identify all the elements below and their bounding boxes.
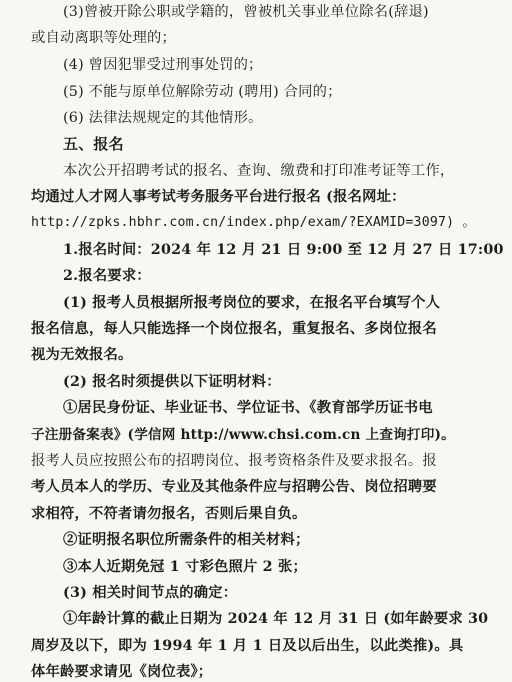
text-line: 或自动离职等处理的； <box>31 30 176 46</box>
text-line: (3) 相关时间节点的确定： <box>63 585 238 601</box>
text-line: 均通过人才网人事考试考务服务平台进行报名 (报名网址： <box>31 189 406 205</box>
text-line: ①年龄计算的截止日期为 2024 年 12 月 31 日 (如年龄要求 30 <box>63 611 489 627</box>
text-line: ③本人近期免冠 1 寸彩色照片 2 张； <box>63 559 307 575</box>
text-line: (5) 不能与原单位解除劳动 (聘用) 合同的； <box>63 84 342 100</box>
text-line: 视为无效报名。 <box>31 347 133 363</box>
text-line: (4) 曾因犯罪受过刑事处罚的； <box>63 57 263 73</box>
text-line: 报考人员应按照公布的招聘岗位、报考资格条件及要求报名。报 <box>31 453 437 469</box>
text-line: 考人员本人的学历、专业及其他条件应与招聘公告、岗位招聘要 <box>31 479 437 495</box>
text-line: 1.报名时间：2024 年 12 月 21 日 9:00 至 12 月 27 日 17:00 <box>63 242 504 258</box>
text-line: 体年龄要求请见《岗位表》； <box>31 664 213 680</box>
text-line: 求相符，不符者请勿报名，否则后果自负。 <box>31 506 307 522</box>
text-line: (3)曾被开除公职或学籍的，曾被机关事业单位除名(辞退) <box>63 4 429 20</box>
text-line: 2.报名要求： <box>63 268 151 284</box>
text-line: 子注册备案表》(学信网 http://www.chsi.com.cn 上查询打印)。 <box>31 427 455 443</box>
text-line: ②证明报名职位所需条件的相关材料； <box>63 532 310 548</box>
url-line: http://zpks.hbhr.com.cn/index.php/exam/?EXAMID=3097) 。 <box>31 215 476 230</box>
text-line: 报名信息，每人只能选择一个岗位报名，重复报名、多岗位报名 <box>31 321 437 337</box>
text-line: 本次公开招聘考试的报名、查询、缴费和打印准考证等工作， <box>63 163 455 179</box>
text-line: 周岁及以下，即为 1994 年 1 月 1 日及以后出生，以此类推)。具 <box>31 638 464 654</box>
section-heading: 五、报名 <box>63 135 124 153</box>
text-line: ①居民身份证、毕业证书、学位证书、《教育部学历证书电 <box>63 400 433 416</box>
text-line: (1) 报考人员根据所报考岗位的要求，在报名平台填写个人 <box>63 295 441 311</box>
text-line: (6) 法律法规规定的其他情形。 <box>63 110 263 126</box>
text-line: (2) 报名时须提供以下证明材料： <box>63 374 281 390</box>
